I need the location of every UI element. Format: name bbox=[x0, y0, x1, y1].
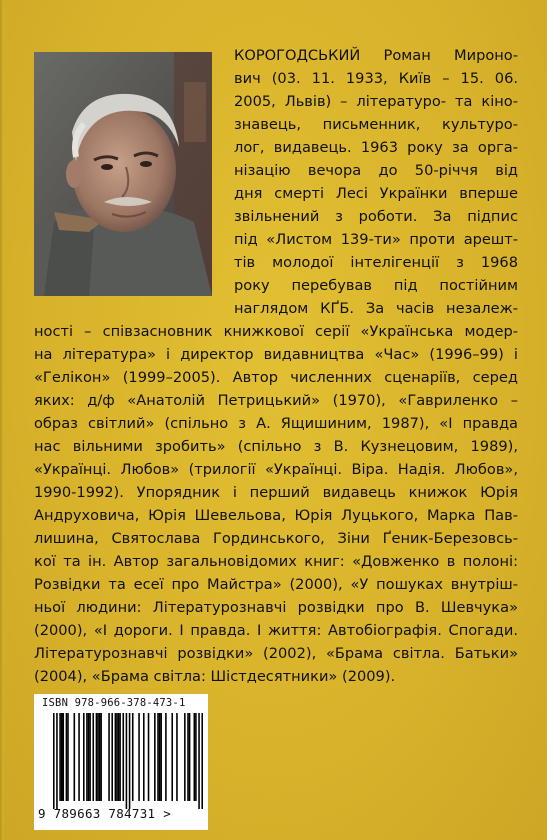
barcode-bar bbox=[97, 713, 99, 801]
barcode-bar bbox=[195, 713, 197, 801]
barcode-bar bbox=[154, 713, 156, 801]
barcode-bar bbox=[66, 713, 68, 801]
barcode-bar bbox=[138, 713, 140, 801]
bio-line: Андруховича, Юрія Шевельова, Юрія Луцького, Марка Пав- bbox=[34, 507, 518, 524]
bio-line: року перебував під постійним bbox=[234, 277, 518, 294]
barcode-bar bbox=[86, 713, 88, 801]
barcode-bar bbox=[148, 713, 150, 801]
barcode-bar bbox=[61, 713, 63, 801]
barcode-bar bbox=[198, 713, 200, 809]
bio-line: (2000), «І дороги. І правда. І життя: Автобіографія. Спогади. bbox=[34, 622, 518, 639]
barcode-bar bbox=[59, 713, 61, 801]
author-biography bbox=[34, 44, 518, 688]
barcode-bar bbox=[53, 713, 55, 809]
bio-line: під «Листом 139-ти» проти арешт- bbox=[234, 231, 518, 248]
barcode-bar bbox=[187, 713, 189, 801]
barcode-bar bbox=[126, 713, 128, 809]
bio-line: звільнений з роботи. За підпис bbox=[234, 208, 518, 225]
barcode-bar bbox=[111, 713, 113, 801]
bio-line: 2005, Львів) – літературо- та кіно- bbox=[234, 93, 518, 110]
bio-line: 1990-1992). Упорядник і перший видавець книжок Юрія bbox=[34, 484, 518, 501]
bio-full-width-paragraph bbox=[34, 320, 518, 688]
barcode-bar bbox=[89, 713, 91, 801]
bio-line: наглядом КҐБ. За часів незалеж- bbox=[234, 300, 518, 317]
bio-line: «Українці. Любов» (трилогії «Українці. Віра. Надія. Любов», bbox=[34, 461, 518, 478]
barcode-bar bbox=[118, 713, 120, 801]
barcode-bar bbox=[78, 713, 80, 801]
bio-line: на література» і директор видавництва «Час» (1996–99) і bbox=[34, 346, 518, 363]
barcode-bar bbox=[122, 713, 124, 801]
barcode-bar bbox=[165, 713, 167, 801]
bio-line: ності – співзасновник книжкової серії «Українська модер- bbox=[34, 323, 518, 340]
bio-line: тів молодої інтелігенції з 1968 bbox=[234, 254, 518, 271]
barcode-bar bbox=[100, 713, 102, 801]
barcode-bar bbox=[62, 713, 64, 801]
bio-line: вич (03. 11. 1933, Київ – 15. 06. bbox=[234, 70, 518, 87]
bio-line: образ світлий» (спільно з А. Ящишиним, 1987), «І правда bbox=[34, 415, 518, 432]
barcode-bar bbox=[176, 713, 178, 801]
spine-edge bbox=[0, 0, 4, 840]
barcode-bar bbox=[184, 713, 186, 801]
barcode-bar bbox=[160, 713, 162, 801]
bio-line: лишина, Святослава Гординського, Зіни Ґеник-Березовсь- bbox=[34, 530, 518, 547]
barcode bbox=[53, 713, 203, 809]
barcode-bar bbox=[99, 713, 101, 801]
barcode-bar bbox=[159, 713, 161, 801]
barcode-bar bbox=[143, 713, 145, 801]
barcode-digits: 9 789663 784731 > bbox=[38, 806, 172, 821]
barcode-bar bbox=[88, 713, 90, 801]
bio-line: знавець, письменник, культуро- bbox=[234, 116, 518, 133]
barcode-bar bbox=[67, 713, 69, 801]
barcode-bar bbox=[129, 713, 131, 809]
barcode-bar bbox=[157, 713, 159, 801]
bio-line: лог, видавець. 1963 року за орга- bbox=[234, 139, 518, 156]
barcode-bar bbox=[108, 713, 110, 801]
barcode-bar bbox=[83, 713, 85, 801]
bio-line: Літературознавчі розвідки» (2002), «Брама світла. Батьки» bbox=[34, 645, 518, 662]
bio-top-paragraph bbox=[234, 44, 518, 320]
bio-line: ньої людини: Літературознавчі розвідки про В. Шевчука» bbox=[34, 599, 518, 616]
barcode-bar bbox=[194, 713, 196, 801]
barcode-bar bbox=[74, 713, 76, 801]
isbn-number: ISBN 978-966-378-473-1 bbox=[42, 697, 186, 709]
bio-line: кої та ін. Автор загальновідомих книг: «Довженко в полоні: bbox=[34, 553, 518, 570]
barcode-bar bbox=[189, 713, 191, 801]
bio-line: «Гелікон» (1999–2005). Автор численних сценаріїв, серед bbox=[34, 369, 518, 386]
barcode-bar bbox=[96, 713, 98, 801]
barcode-bar bbox=[56, 713, 58, 809]
bio-line: Розвідки та есеї про Майстра» (2000), «У пошуках внутріш- bbox=[34, 576, 518, 593]
bio-line: дня смерті Лесі Українки вперше bbox=[234, 185, 518, 202]
barcode-bar bbox=[116, 713, 118, 801]
bio-line: (2004), «Брама світла: Шістдесятники» (2009). bbox=[34, 668, 396, 685]
bio-line: яких: д/ф «Анатолій Петрицький» (1970), «Гавриленко – bbox=[34, 392, 518, 409]
barcode-bar bbox=[201, 713, 203, 809]
barcode-bar bbox=[92, 713, 94, 801]
barcode-bar bbox=[132, 713, 134, 801]
barcode-bar bbox=[171, 713, 173, 801]
bio-line: нас вільними зробить» (спільно з В. Кузнецовим, 1989), bbox=[34, 438, 518, 455]
barcode-bar bbox=[115, 713, 117, 801]
bio-line: нізацію вечора до 50-річчя від bbox=[234, 162, 518, 179]
bio-line: КОРОГОДСЬКИЙ Роман Мироно- bbox=[234, 47, 518, 64]
barcode-bar bbox=[119, 713, 121, 801]
